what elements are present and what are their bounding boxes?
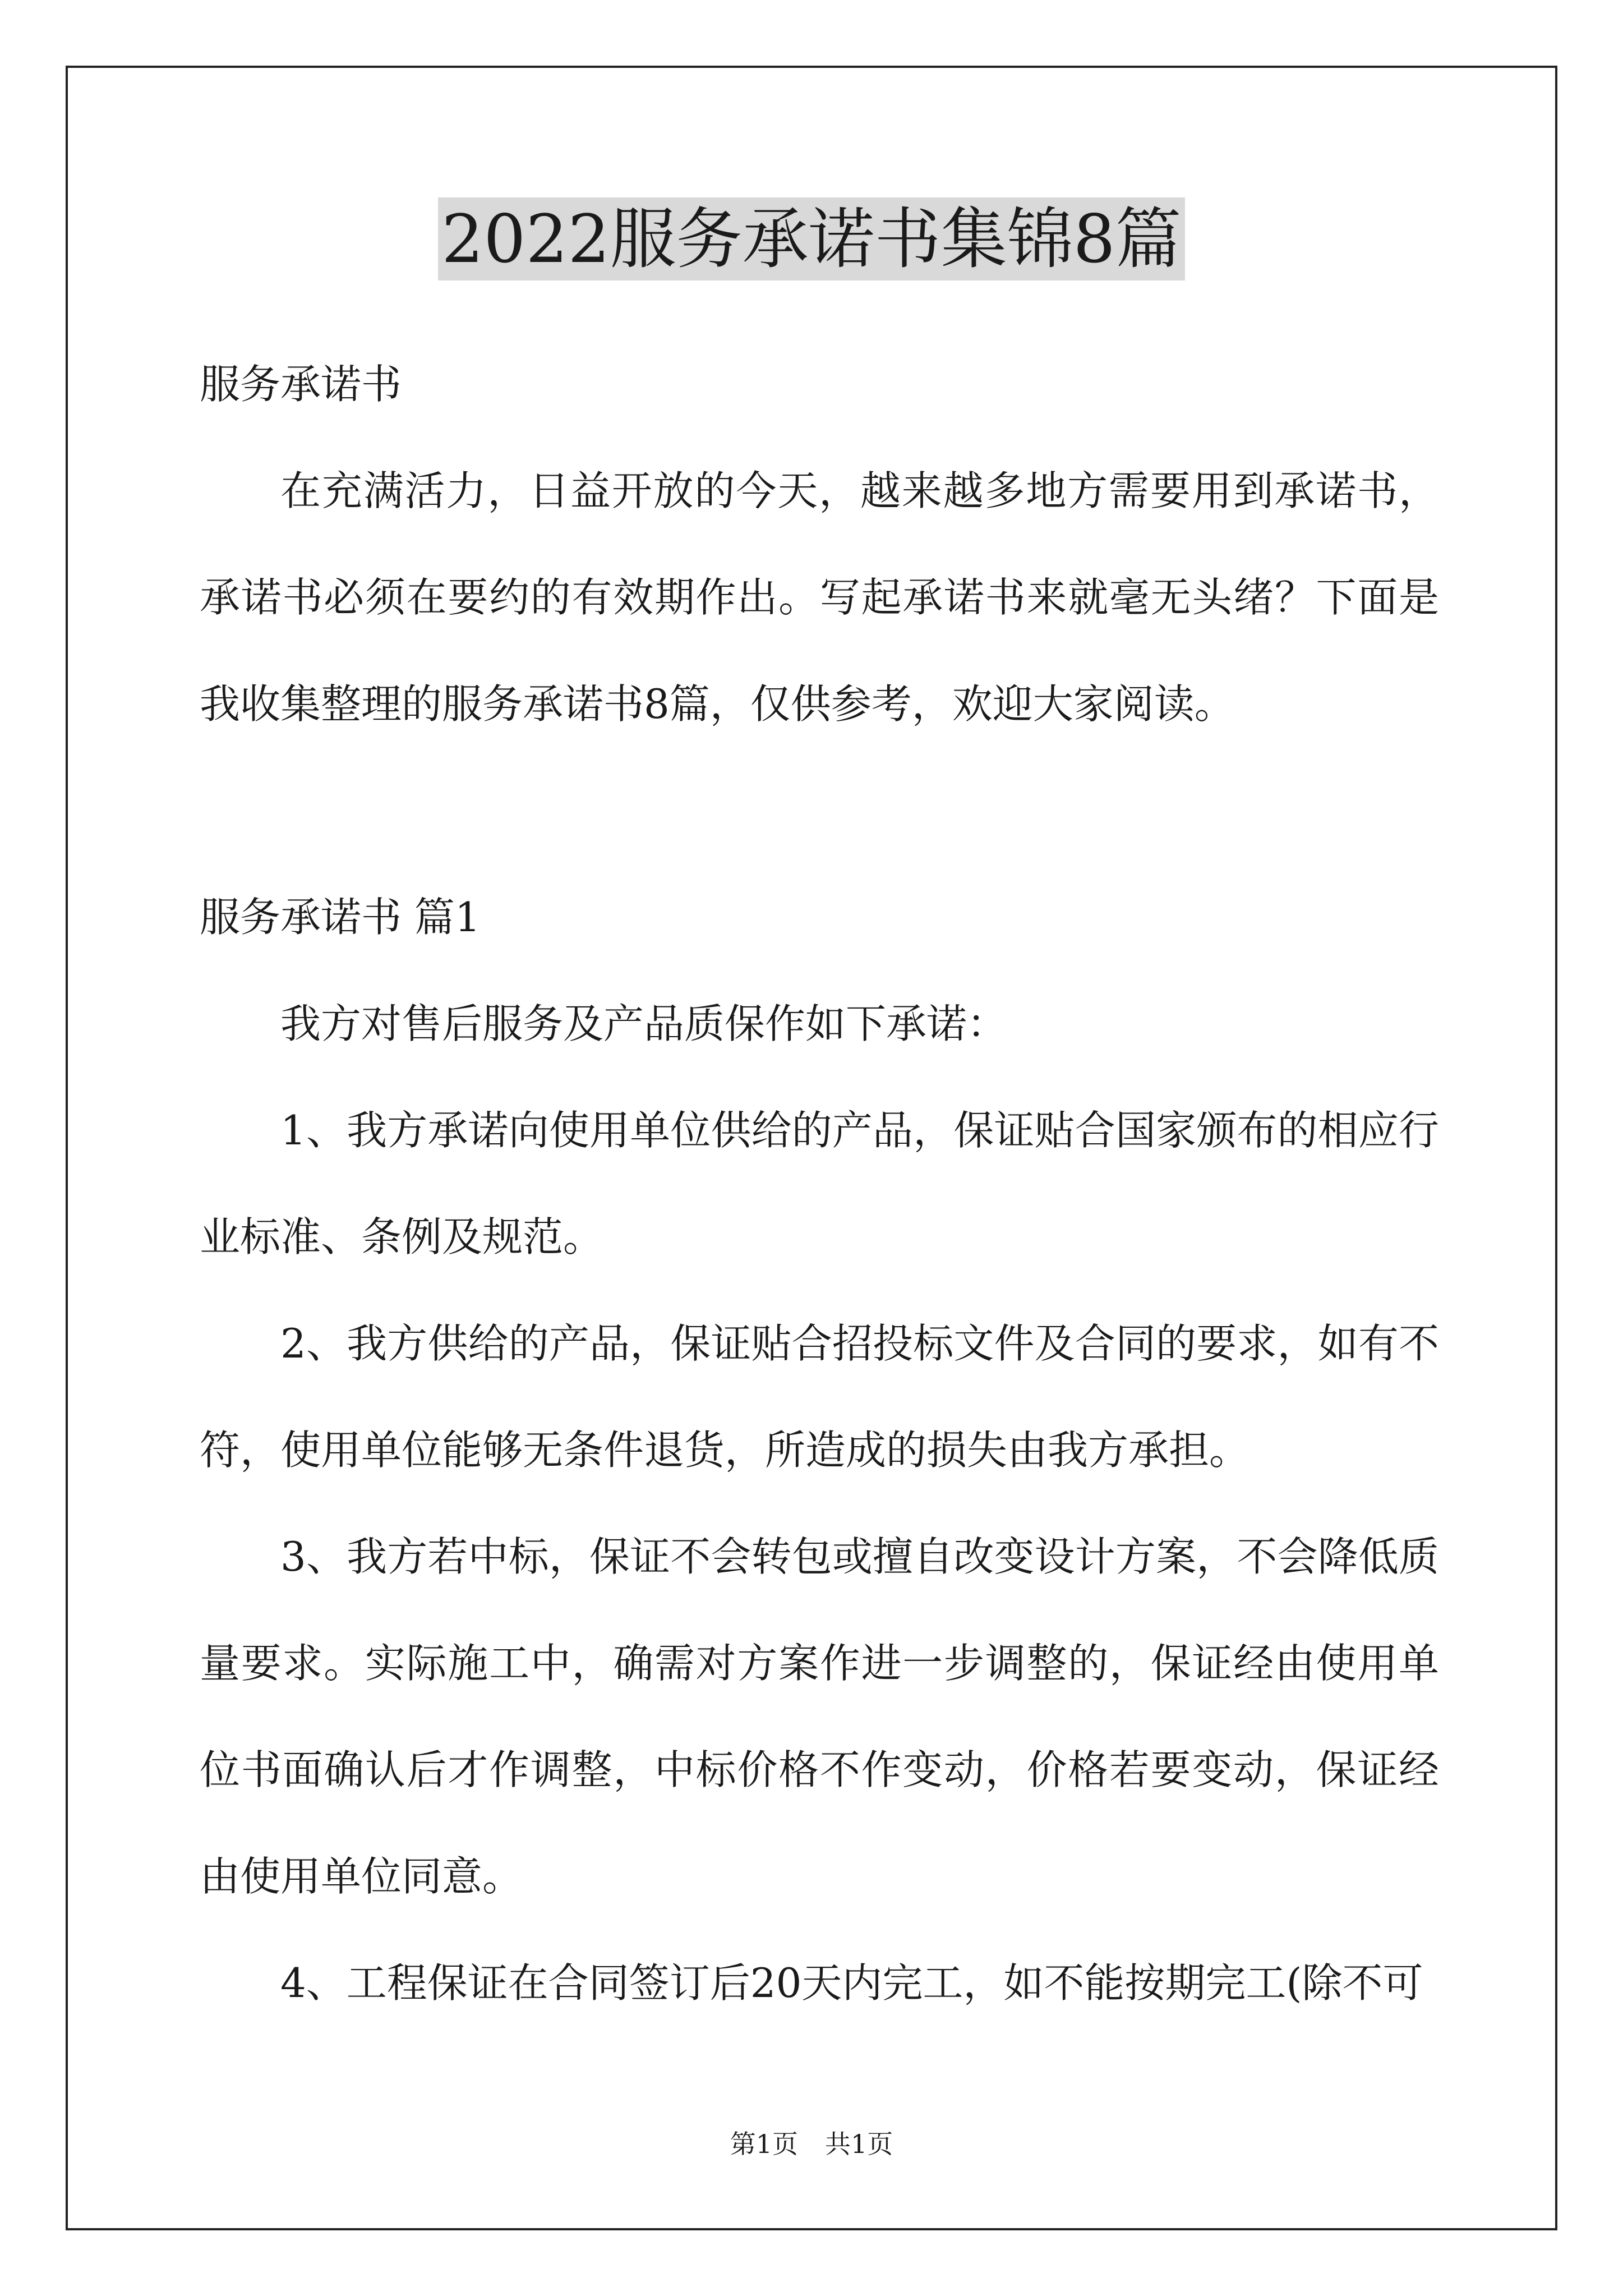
paragraph-item-2: 2、我方供给的产品，保证贴合招投标文件及合同的要求，如有不符，使用单位能够无条件退货，所造成的损失由我方承担。 (200, 1320, 1439, 1474)
page-number: 第1页 (730, 2129, 798, 2159)
title-container (0, 197, 1623, 280)
intro-heading: 服务承诺书 (200, 361, 402, 408)
document-title: 2022服务承诺书集锦8篇 (438, 197, 1184, 280)
document-body (200, 331, 1439, 2036)
paragraph-item-3: 3、我方若中标，保证不会转包或擅自改变设计方案，不会降低质量要求。实际施工中，确需对方案作进一步调整的，保证经由使用单位书面确认后才作调整，中标价格不作变动，价格若要变动，保证经由使用单位同意。 (200, 1533, 1439, 1900)
section-heading: 服务承诺书 篇1 (200, 894, 481, 941)
page-total: 共1页 (825, 2129, 893, 2159)
section-spacer (200, 757, 1439, 864)
intro-paragraph: 在充满活力，日益开放的今天，越来越多地方需要用到承诺书，承诺书必须在要约的有效期作出。写起承诺书来就毫无头绪？下面是我收集整理的服务承诺书8篇，仅供参考，欢迎大家阅读。 (200, 467, 1439, 728)
paragraph-item-1: 1、我方承诺向使用单位供给的产品，保证贴合国家颁布的相应行业标准、条例及规范。 (200, 1107, 1439, 1260)
paragraph-item-4: 4、工程保证在合同签订后20天内完工，如不能按期完工(除不可 (280, 1959, 1423, 2007)
page-footer (0, 2127, 1623, 2161)
paragraph-preamble: 我方对售后服务及产品质保作如下承诺： (280, 1000, 1008, 1047)
